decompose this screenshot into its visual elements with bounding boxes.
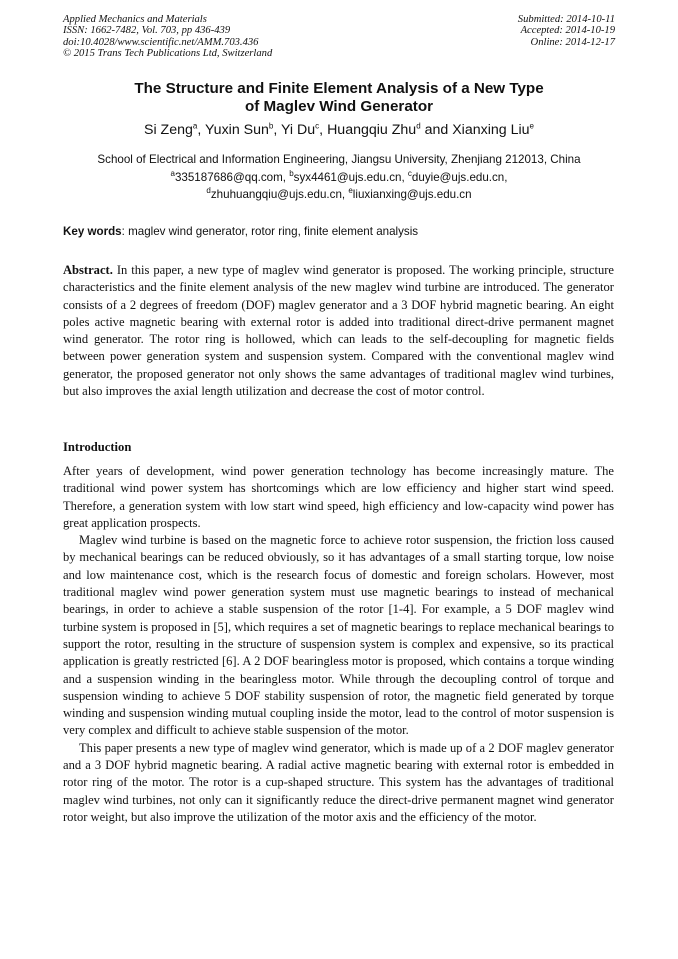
email-mark: d bbox=[206, 186, 211, 196]
title-line-2: of Maglev Wind Generator bbox=[244, 98, 434, 115]
email-mark: c bbox=[407, 169, 412, 179]
author-list bbox=[40, 121, 638, 139]
email-link[interactable]: zhuhuangqiu@ujs.edu.cn, bbox=[210, 188, 349, 201]
email-mark: b bbox=[289, 169, 294, 179]
paragraph: This paper presents a new type of maglev wind generator, which is made up of a 2 DOF maglev generator and a 3 DOF hybrid magnetic bearing. A radial active magnetic bearing with external rotor is embedded in rotor ring of the motor. The rotor is a cup-shaped structure. This system has the advantages of traditional maglev wind turbines, not only can it significantly reduce the direct-drive permanent magnet wind generator rotor weight, but also improve the utilization of the motor axis and the efficiency of the motor. bbox=[63, 740, 614, 824]
email-link[interactable]: duyie@ujs.edu.cn, bbox=[411, 171, 508, 184]
email-link[interactable]: syx4461@ujs.edu.cn, bbox=[293, 171, 408, 184]
affiliation: School of Electrical and Information Engineering, Jiangsu University, Zhenjiang 212013, China bbox=[97, 153, 581, 166]
email-link[interactable]: 335187686@qq.com, bbox=[174, 171, 290, 184]
submission-dates bbox=[518, 14, 615, 48]
email-mark: a bbox=[170, 169, 175, 179]
author-separator: , bbox=[319, 122, 328, 138]
author-name: Si Zeng bbox=[144, 122, 193, 138]
section-heading-introduction: Introduction bbox=[63, 440, 132, 454]
journal-copyright: © 2015 Trans Tech Publications Ltd, Switzerland bbox=[63, 48, 273, 60]
journal-name: Applied Mechanics and Materials bbox=[63, 14, 207, 25]
keywords bbox=[63, 224, 615, 239]
abstract bbox=[63, 262, 614, 400]
author-affil-mark: e bbox=[529, 121, 534, 131]
author-separator: , bbox=[197, 122, 205, 138]
author-name: Huangqiu Zhu bbox=[327, 122, 417, 138]
keywords-label: Key words bbox=[63, 225, 122, 238]
journal-info bbox=[63, 14, 272, 60]
author-separator: and bbox=[420, 122, 453, 138]
introduction-body bbox=[63, 463, 614, 826]
title-line-1: The Structure and Finite Element Analysis of a New Type bbox=[134, 80, 544, 97]
author-separator: , bbox=[273, 122, 281, 138]
submitted-date: Submitted: 2014-10-11 bbox=[517, 14, 615, 25]
author-affil-mark: a bbox=[192, 121, 198, 131]
accepted-date: Accepted: 2014-10-19 bbox=[520, 25, 615, 37]
author-affil-mark: d bbox=[416, 121, 421, 131]
author-name: Yi Du bbox=[281, 122, 316, 138]
author-emails bbox=[40, 169, 638, 203]
email-line-1 bbox=[40, 169, 638, 186]
online-date: Online: 2014-12-17 bbox=[530, 36, 615, 48]
author-affil-mark: b bbox=[268, 121, 274, 131]
abstract-label: Abstract. bbox=[63, 263, 113, 277]
author-affil-mark: c bbox=[315, 121, 320, 131]
author-name: Xianxing Liu bbox=[452, 122, 530, 138]
paragraph: After years of development, wind power generation technology has become increasingly mature. The traditional wind power system has shortcomings which are low efficiency and higher start wind speed. Therefore, a generation system with low start wind speed, high efficiency and low-capacity wind power has great application prospects. bbox=[63, 464, 614, 530]
keywords-text: : maglev wind generator, rotor ring, finite element analysis bbox=[121, 225, 419, 238]
journal-doi[interactable]: doi:10.4028/www.scientific.net/AMM.703.436 bbox=[63, 36, 259, 48]
journal-header bbox=[63, 14, 615, 66]
email-link[interactable]: liuxianxing@ujs.edu.cn bbox=[352, 188, 472, 201]
abstract-text: In this paper, a new type of maglev wind generator is proposed. The working principle, structure characteristics and the finite element analysis of the new maglev wind turbine are introduced. The generator consists of a 2 degrees of freedom (DOF) maglev generator and a 3 DOF hybrid magnetic bearing. An eight poles active magnetic bearing with external rotor is added into traditional direct-drive permanent magnet wind generator. The rotor ring is hollowed, which can leads to the self-decoupling for magnetic fields between power generation system and suspension system. Compared with the conventional maglev wind generator, the proposed generator not only shows the same advantages of traditional maglev wind turbines, but also improves the axial length utilization and decrease the cost of motor control. bbox=[63, 263, 614, 399]
email-line-2 bbox=[40, 186, 638, 203]
journal-issn: ISSN: 1662-7482, Vol. 703, pp 436-439 bbox=[63, 25, 231, 37]
paper-title bbox=[90, 80, 588, 116]
email-mark: e bbox=[348, 186, 353, 196]
author-name: Yuxin Sun bbox=[205, 122, 269, 138]
paragraph: Maglev wind turbine is based on the magnetic force to achieve rotor suspension, the friction loss caused by mechanical bearings can be reduced obviously, so it has advantages of a small starting torque, low noise and low maintenance cost, which is the research focus of domestic and foreign scholars. However, most traditional maglev wind power generation system must use magnetic bearings to instead of mechanical bearings, in order to achieve a stable suspension of the rotor [1-4]. For example, a 5 DOF maglev wind turbine system is proposed in [5], which requires a set of magnetic bearings to replace mechanical bearings to support the rotor, resulting in the structure of suspension system is complex and expensive, so its practical application is greatly restricted [6]. A 2 DOF bearingless motor is proposed, which contains a torque winding and a suspension winding in the bearingless motor. While through the decoupling control of torque and suspension winding to achieve 5 DOF stability suspension of rotor, the magnetic field generated by torque winding and suspension winding mutual coupling inside the motor, lead to the control of motor suspension is very complex and difficult to achieve stable suspension of the motor. bbox=[63, 533, 614, 738]
